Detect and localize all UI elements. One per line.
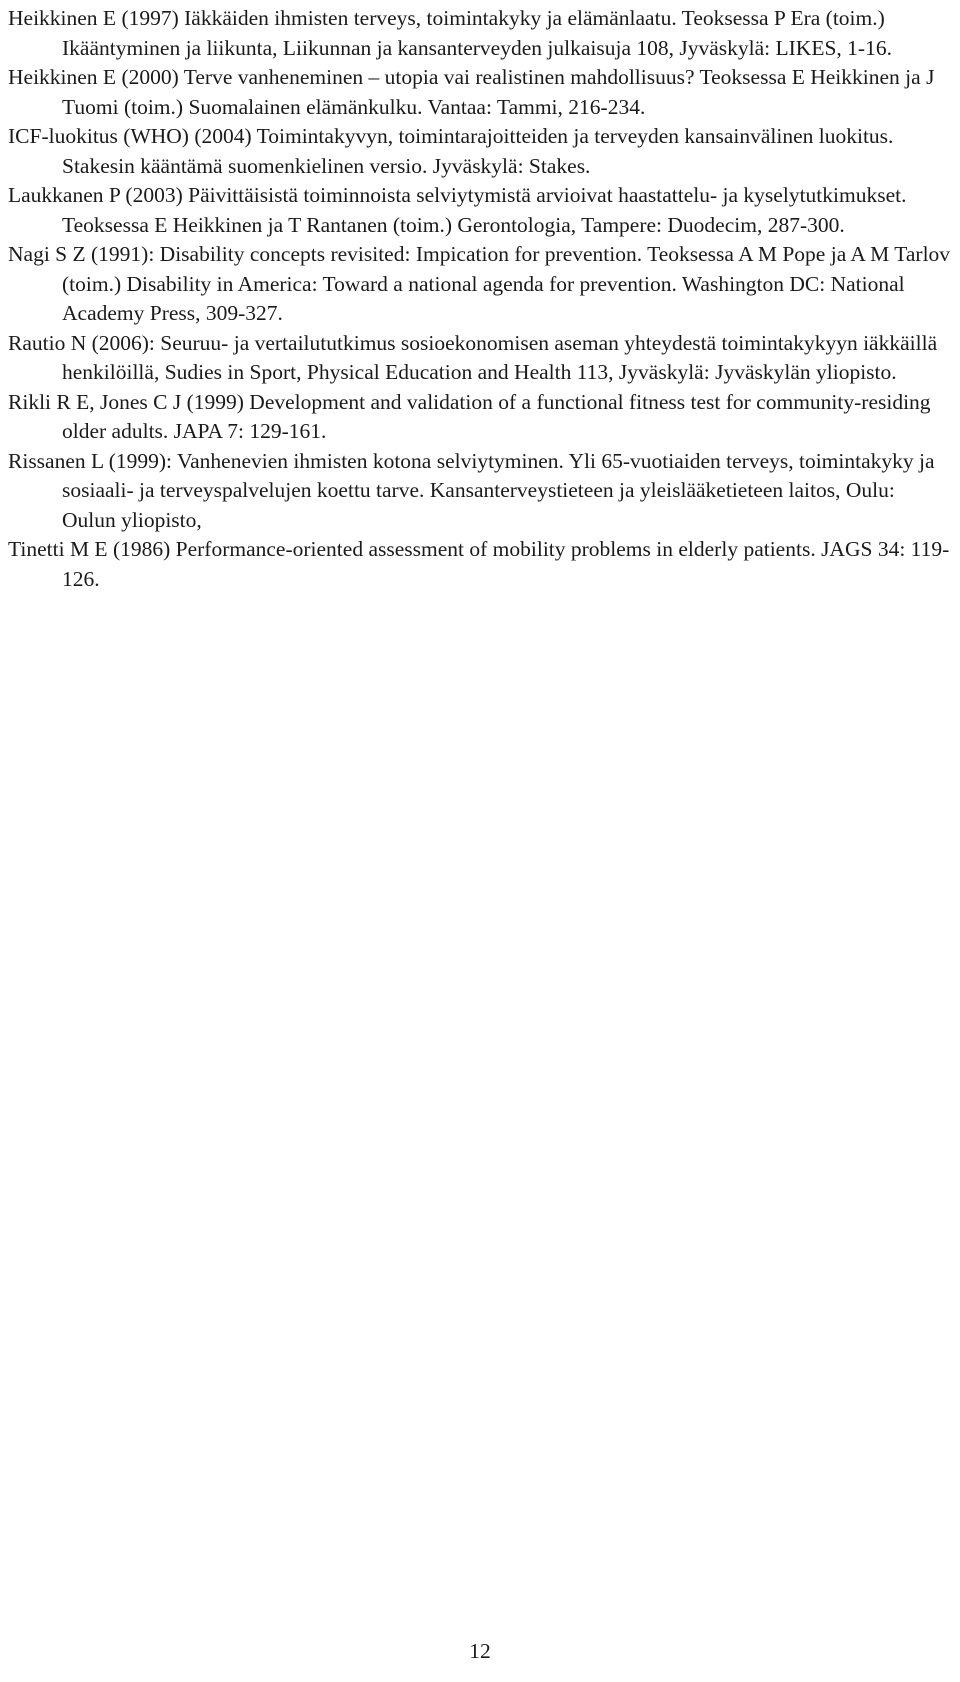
page-number: 12	[469, 1639, 491, 1663]
reference-entry: Nagi S Z (1991): Disability concepts revisited: Impication for prevention. Teoksessa A M Pope ja A M Tarlov (toim.) Disability in America: Toward a national agenda for prevention. Washington DC: National Academy Press, 309-327.	[8, 242, 951, 325]
reference-entry: Laukkanen P (2003) Päivittäisistä toiminnoista selviytymistä arvioivat haastattelu- ja kyselytutkimukset. Teoksessa E Heikkinen ja T Rantanen (toim.) Gerontologia, Tampere: Duodecim, 287-300.	[8, 183, 907, 237]
reference-entry: Rissanen L (1999): Vanhenevien ihmisten kotona selviytyminen. Yli 65-vuotiaiden terveys, toimintakyky ja sosiaali- ja terveyspalvelujen koettu tarve. Kansanterveystieteen ja yleislääketieteen laitos, Oulu: Oulun yliopisto,	[8, 448, 935, 532]
reference-entry: Heikkinen E (1997) Iäkkäiden ihmisten terveys, toimintakyky ja elämänlaatu. Teoksessa P Era (toim.) Ikääntyminen ja liikunta, Liikunnan ja kansanterveyden julkaisuja 108, Jyväskylä: LIKES, 1-16.	[8, 6, 892, 60]
reference-entry: Heikkinen E (2000) Terve vanheneminen – utopia vai realistinen mahdollisuus? Teoksessa E Heikkinen ja J Tuomi (toim.) Suomalainen elämänkulku. Vantaa: Tammi, 216-234.	[8, 65, 935, 119]
reference-entry: Rikli R E, Jones C J (1999) Development and validation of a functional fitness test for community-residing older adults. JAPA 7: 129-161.	[8, 389, 931, 443]
reference-entry: ICF-luokitus (WHO) (2004) Toimintakyvyn, toimintarajoitteiden ja terveyden kansainvälinen luokitus. Stakesin kääntämä suomenkielinen versio. Jyväskylä: Stakes.	[8, 124, 894, 178]
reference-entry: Tinetti M E (1986) Performance-oriented assessment of mobility problems in elderly patients. JAGS 34: 119-126.	[8, 537, 950, 591]
reference-list	[8, 4, 952, 594]
reference-entry: Rautio N (2006): Seuruu- ja vertailututkimus sosioekonomisen aseman yhteydestä toimintakykyyn iäkkäillä henkilöillä, Sudies in Sport, Physical Education and Health 113, Jyväskylä: Jyväskylän yliopisto.	[8, 330, 938, 384]
